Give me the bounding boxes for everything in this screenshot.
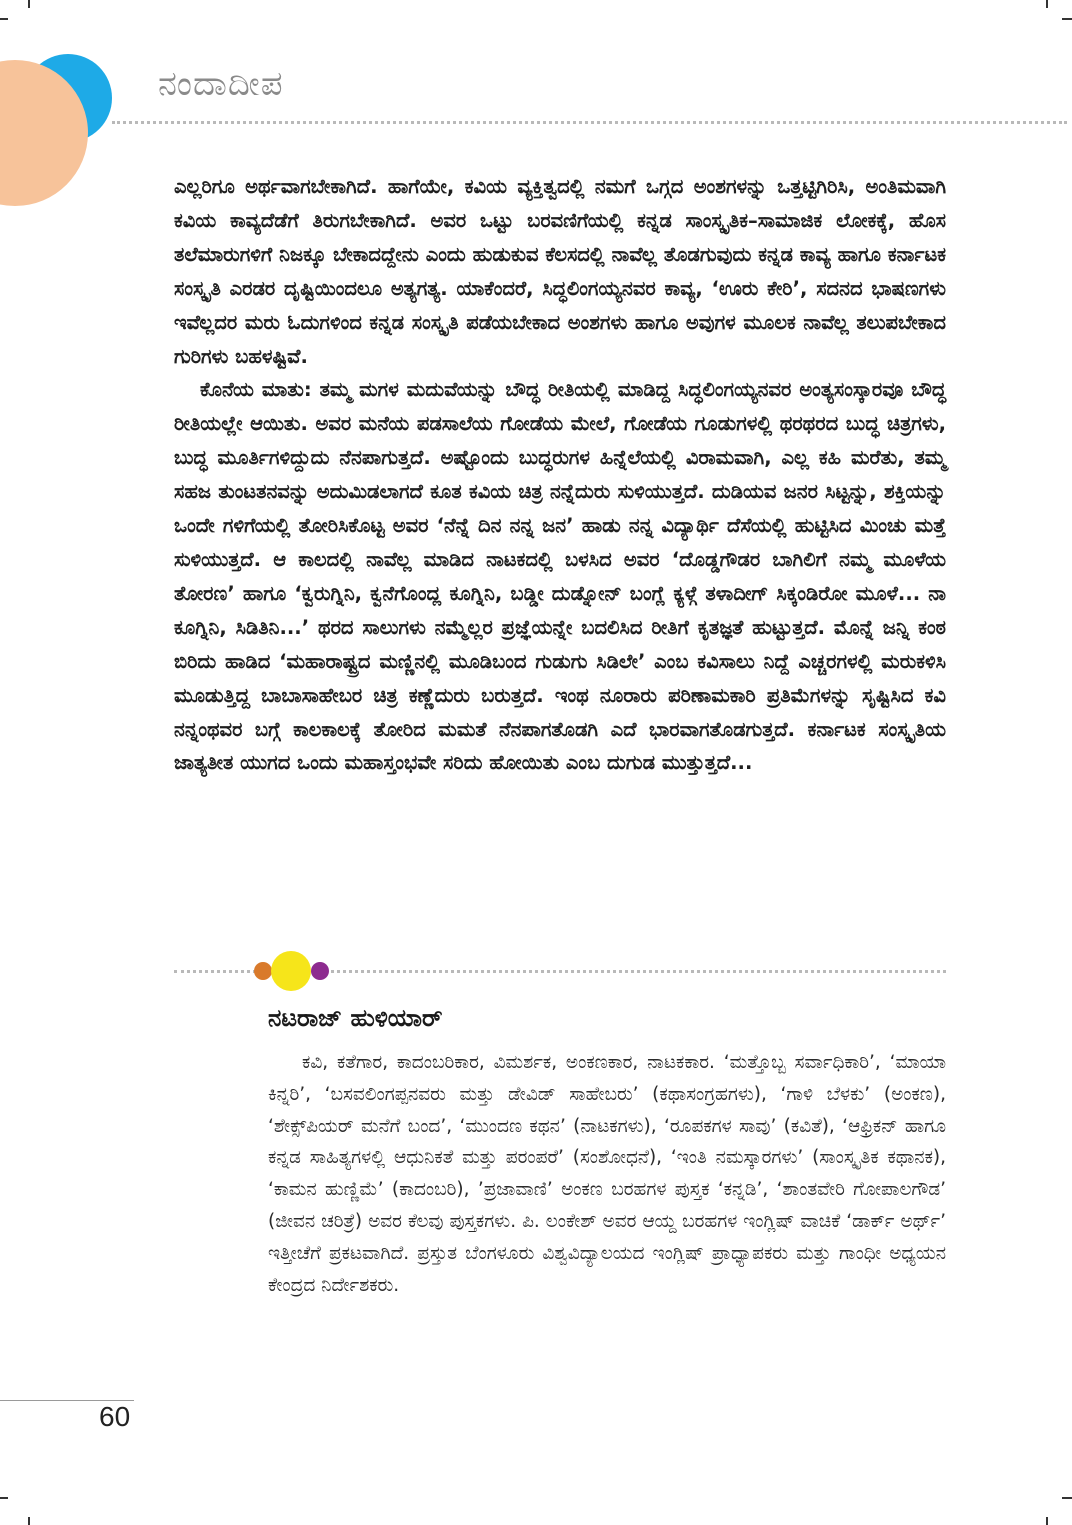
article-body [174,170,946,780]
crop-mark [0,18,8,20]
separator-dot-yellow [271,951,311,991]
running-header-title: ನಂದಾದೀಪ [158,64,284,104]
crop-mark [28,1517,30,1525]
crop-mark [28,0,30,8]
crop-mark [0,1497,8,1499]
page-number: 60 [99,1401,131,1432]
author-name: ನಟರಾಜ್ ಹುಳಿಯಾರ್ [268,1004,443,1032]
crop-mark [1062,18,1072,20]
body-paragraph: ಕೊನೆಯ ಮಾತು: ತಮ್ಮ ಮಗಳ ಮದುವೆಯನ್ನು ಬೌದ್ಧ ರೀತಿಯಲ್ಲಿ ಮಾಡಿದ್ದ ಸಿದ್ಧಲಿಂಗಯ್ಯನವರ ಅಂತ್ಯಸಂಸ್ಕಾರವೂ ಬೌದ್ಧ ರೀತಿಯಲ್ಲೇ ಆಯಿತು. ಅವರ ಮನೆಯ ಪಡಸಾಲೆಯ ಗೋಡೆಯ ಮೇಲೆ, ಗೋಡೆಯ ಗೂಡುಗಳಲ್ಲಿ ಥರಥರದ ಬುದ್ಧ ಚಿತ್ರಗಳು, ಬುದ್ಧ ಮೂರ್ತಿಗಳಿದ್ದುದು ನೆನಪಾಗುತ್ತದೆ. ಅಷ್ಟೊಂದು ಬುದ್ಧರುಗಳ ಹಿನ್ನೆಲೆಯಲ್ಲಿ ವಿರಾಮವಾಗಿ, ಎಲ್ಲ ಕಹಿ ಮರೆತು, ತಮ್ಮ ಸಹಜ ತುಂಟತನವನ್ನು ಅದುಮಿಡಲಾಗದೆ ಕೂತ ಕವಿಯ ಚಿತ್ರ ನನ್ನೆದುರು ಸುಳಿಯುತ್ತದೆ. ದುಡಿಯವ ಜನರ ಸಿಟ್ಟನ್ನು, ಶಕ್ತಿಯನ್ನು ಒಂದೇ ಗಳಿಗೆಯಲ್ಲಿ ತೋರಿಸಿಕೊಟ್ಟ ಅವರ ‘ನೆನ್ನೆ ದಿನ ನನ್ನ ಜನ’ ಹಾಡು ನನ್ನ ವಿದ್ಯಾರ್ಥಿ ದೆಸೆಯಲ್ಲಿ ಹುಟ್ಟಿಸಿದ ಮಿಂಚು ಮತ್ತೆ ಸುಳಿಯುತ್ತದೆ. ಆ ಕಾಲದಲ್ಲಿ ನಾವೆಲ್ಲ ಮಾಡಿದ ನಾಟಕದಲ್ಲಿ ಬಳಸಿದ ಅವರ ‘ದೊಡ್ಡಗೌಡರ ಬಾಗಿಲಿಗೆ ನಮ್ಮ ಮೂಳೆಯ ತೋರಣ’ ಹಾಗೂ ‘ಕ್ವರುಗ್ನಿನಿ, ಕ್ವನೆಗೊಂದ್ಲ ಕೂಗ್ನಿನಿ, ಬಡ್ಡೀ ದುಡ್ನೋನ್ ಬಂಗ್ಲೆ ಕ್ಯಳ್ಗೆ ತಳಾದೀಗ್ ಸಿಕ್ಕಂಡಿರೋ ಮೂಳೆ... ನಾ ಕೂಗ್ನಿನಿ, ಸಿಡಿತಿನಿ...’ ಥರದ ಸಾಲುಗಳು ನಮ್ಮೆಲ್ಲರ ಪ್ರಜ್ಞೆಯನ್ನೇ ಬದಲಿಸಿದ ರೀತಿಗೆ ಕೃತಜ್ಞತೆ ಹುಟ್ಟುತ್ತದೆ. ಮೊನ್ನೆ ಜನ್ನಿ ಕಂಠ ಬಿರಿದು ಹಾಡಿದ ‘ಮಹಾರಾಷ್ಟ್ರದ ಮಣ್ಣಿನಲ್ಲಿ ಮೂಡಿಬಂದ ಗುಡುಗು ಸಿಡಿಲೇ’ ಎಂಬ ಕವಿಸಾಲು ನಿದ್ದೆ ಎಚ್ಚರಗಳಲ್ಲಿ ಮರುಕಳಿಸಿ ಮೂಡುತ್ತಿದ್ದ ಬಾಬಾಸಾಹೇಬರ ಚಿತ್ರ ಕಣ್ಣೆದುರು ಬರುತ್ತದೆ. ಇಂಥ ನೂರಾರು ಪರಿಣಾಮಕಾರಿ ಪ್ರತಿಮೆಗಳನ್ನು ಸೃಷ್ಟಿಸಿದ ಕವಿ ನನ್ನಂಥವರ ಬಗ್ಗೆ ಕಾಲಕಾಲಕ್ಕೆ ತೋರಿದ ಮಮತೆ ನೆನಪಾಗತೊಡಗಿ ಎದೆ ಭಾರವಾಗತೊಡಗುತ್ತದೆ. ಕರ್ನಾಟಕ ಸಂಸ್ಕೃತಿಯ ಜಾತ್ಯತೀತ ಯುಗದ ಒಂದು ಮಹಾಸ್ತಂಭವೇ ಸರಿದು ಹೋಯಿತು ಎಂಬ ದುಗುಡ ಮುತ್ತುತ್ತದೆ... [174,378,946,775]
separator-dot-purple [311,962,329,980]
author-bio: ಕವಿ, ಕತೆಗಾರ, ಕಾದಂಬರಿಕಾರ, ವಿಮರ್ಶಕ, ಅಂಕಣಕಾರ, ನಾಟಕಕಾರ. ‘ಮತ್ತೊಬ್ಬ ಸರ್ವಾಧಿಕಾರಿ’, ‘ಮಾಯಾ ಕಿನ್ನರಿ’, ‘ಬಸವಲಿಂಗಪ್ಪನವರು ಮತ್ತು ಡೇವಿಡ್ ಸಾಹೇಬರು’ (ಕಥಾಸಂಗ್ರಹಗಳು), ‘ಗಾಳಿ ಬೆಳಕು’ (ಅಂಕಣ), ‘ಶೇಕ್ಸ್‌ಪಿಯರ್ ಮನೆಗೆ ಬಂದ’, ‘ಮುಂದಣ ಕಥನ’ (ನಾಟಕಗಳು), ‘ರೂಪಕಗಳ ಸಾವು’ (ಕವಿತೆ), ‘ಆಫ್ರಿಕನ್ ಹಾಗೂ ಕನ್ನಡ ಸಾಹಿತ್ಯಗಳಲ್ಲಿ ಆಧುನಿಕತೆ ಮತ್ತು ಪರಂಪರೆ’ (ಸಂಶೋಧನೆ), ‘ಇಂತಿ ನಮಸ್ಕಾರಗಳು’ (ಸಾಂಸ್ಕೃತಿಕ ಕಥಾನಕ), ‘ಕಾಮನ ಹುಣ್ಣಿಮೆ’ (ಕಾದಂಬರಿ), ’ಪ್ರಜಾವಾಣಿ’ ಅಂಕಣ ಬರಹಗಳ ಪುಸ್ತಕ ‘ಕನ್ನಡಿ’, ‘ಶಾಂತವೇರಿ ಗೋಪಾಲಗೌಡ’ (ಜೀವನ ಚರಿತ್ರೆ) ಅವರ ಕೆಲವು ಪುಸ್ತಕಗಳು. ಪಿ. ಲಂಕೇಶ್ ಅವರ ಆಯ್ದ ಬರಹಗಳ ಇಂಗ್ಲಿಷ್ ವಾಚಿಕೆ ‘ಡಾರ್ಕ್ ಅರ್ಥ್’ ಇತ್ತೀಚೆಗೆ ಪ್ರಕಟವಾಗಿದೆ. ಪ್ರಸ್ತುತ ಬೆಂಗಳೂರು ವಿಶ್ವವಿದ್ಯಾಲಯದ ಇಂಗ್ಲಿಷ್ ಪ್ರಾಧ್ಯಾಪಕರು ಮತ್ತು ಗಾಂಧೀ ಅಧ್ಯಯನ ಕೇಂದ್ರದ ನಿರ್ದೇಶಕರು. [268,1052,946,1296]
separator-dot-orange [254,962,272,980]
header-dotted-rule [112,121,1067,124]
crop-mark [1046,0,1048,8]
body-paragraph: ಎಲ್ಲರಿಗೂ ಅರ್ಥವಾಗಬೇಕಾಗಿದೆ. ಹಾಗೆಯೇ, ಕವಿಯ ವ್ಯಕ್ತಿತ್ವದಲ್ಲಿ ನಮಗೆ ಒಗ್ಗದ ಅಂಶಗಳನ್ನು ಒತ್ತಟ್ಟಿಗಿರಿಸಿ, ಅಂತಿಮವಾಗಿ ಕವಿಯ ಕಾವ್ಯದೆಡೆಗೆ ತಿರುಗಬೇಕಾಗಿದೆ. ಅವರ ಒಟ್ಟು ಬರವಣಿಗೆಯಲ್ಲಿ ಕನ್ನಡ ಸಾಂಸ್ಕೃತಿಕ–ಸಾಮಾಜಿಕ ಲೋಕಕ್ಕೆ, ಹೊಸ ತಲೆಮಾರುಗಳಿಗೆ ನಿಜಕ್ಕೂ ಬೇಕಾದದ್ದೇನು ಎಂದು ಹುಡುಕುವ ಕೆಲಸದಲ್ಲಿ ನಾವೆಲ್ಲ ತೊಡಗುವುದು ಕನ್ನಡ ಕಾವ್ಯ ಹಾಗೂ ಕರ್ನಾಟಕ ಸಂಸ್ಕೃತಿ ಎರಡರ ದೃಷ್ಟಿಯಿಂದಲೂ ಅತ್ಯಗತ್ಯ. ಯಾಕೆಂದರೆ, ಸಿದ್ಧಲಿಂಗಯ್ಯನವರ ಕಾವ್ಯ, ‘ಊರು ಕೇರಿ’, ಸದನದ ಭಾಷಣಗಳು ಇವೆಲ್ಲದರ ಮರು ಓದುಗಳಿಂದ ಕನ್ನಡ ಸಂಸ್ಕೃತಿ ಪಡೆಯಬೇಕಾದ ಅಂಶಗಳು ಹಾಗೂ ಅವುಗಳ ಮೂಲಕ ನಾವೆಲ್ಲ ತಲುಪಬೇಕಾದ ಗುರಿಗಳು ಬಹಳಷ್ಟಿವೆ. [174,175,946,368]
crop-mark [1062,1497,1072,1499]
crop-mark [1046,1517,1048,1525]
